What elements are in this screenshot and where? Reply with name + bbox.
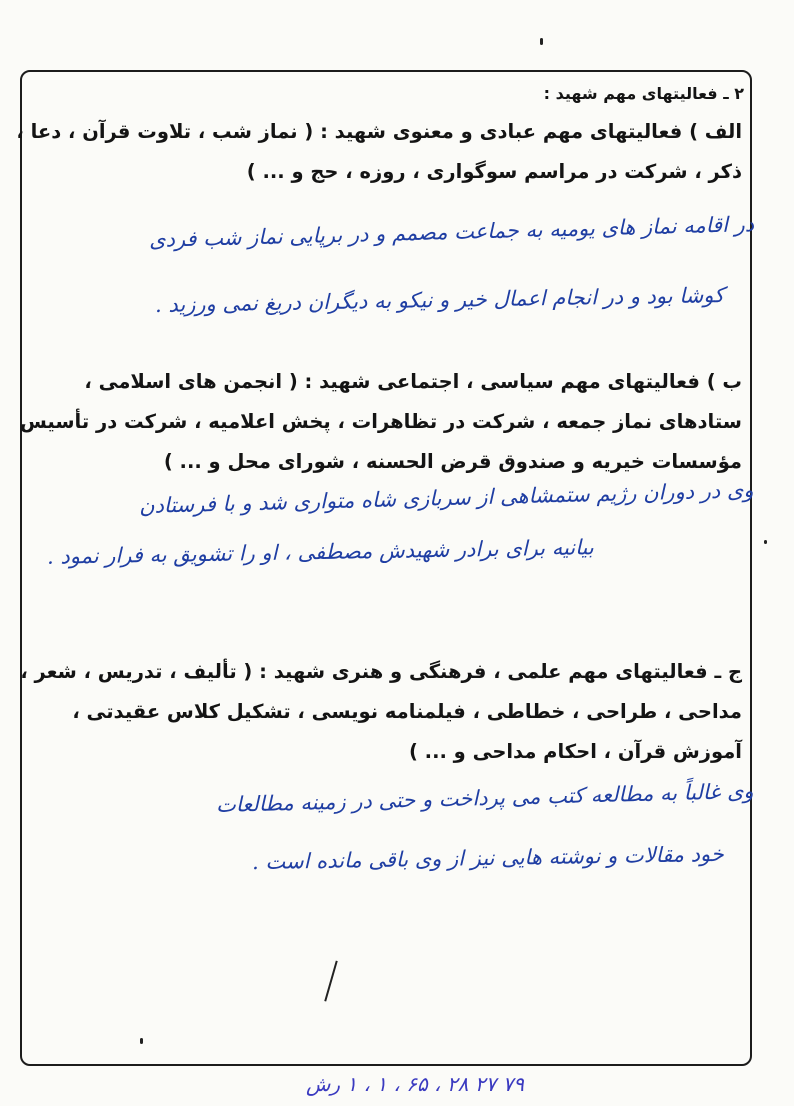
bleed-through-text [44, 12, 724, 44]
stray-dot [540, 38, 543, 45]
part-c-line-3: آموزش قرآن ، احکام مداحی و ... ) [408, 740, 742, 763]
part-c-answer-line-1: وی غالباً به مطالعه کتب می پرداخت و حتی در زمینه مطالعات [216, 778, 755, 818]
part-b-line-3: مؤسسات خیریه و صندوق قرض الحسنه ، شورای محل و ... ) [163, 450, 742, 473]
part-b-line-1: ب ) فعالیتهای مهم سیاسی ، اجتماعی شهید : ( انجمن های اسلامی ، [84, 370, 742, 393]
part-c-line-2: مداحی ، طراحی ، خطاطی ، فیلمنامه نویسی ، تشکیل کلاس عقیدتی ، [72, 700, 742, 723]
part-a-line-1: الف ) فعالیتهای مهم عبادی و معنوی شهید : ( نماز شب ، تلاوت قرآن ، دعا ، [16, 120, 742, 143]
part-b-answer-line-2: بیانیه برای برادر شهیدش مصطفی ، او را تشویق به فرار نمود . [47, 535, 595, 569]
section-title: ۲ ـ فعالیتهای مهم شهید : [543, 84, 744, 103]
stray-dot [764, 540, 767, 544]
part-a-answer-line-1: در اقامه نماز های یومیه به جماعت مصمم و در برپایی نماز شب فردی [148, 212, 755, 252]
part-c-answer-line-2: خود مقالات و نوشته هایی نیز از وی باقی مانده است . [251, 841, 725, 875]
part-a-line-2: ذکر ، شرکت در مراسم سوگواری ، روزه ، حج و ... ) [246, 160, 742, 183]
part-a-answer-line-2: کوشا بود و در انجام اعمال خیر و نیکو به دیگران دریغ نمی ورزید . [154, 283, 725, 317]
footer-handwritten-number: ۷۹ ۲۷ ۲۸ ، ۶۵ ، ۱ ، ۱ رش [305, 1072, 525, 1096]
stray-dot [140, 1038, 143, 1044]
part-b-line-2: ستادهای نماز جمعه ، شرکت در تظاهرات ، پخش اعلامیه ، شرکت در تأسیس [19, 410, 742, 433]
part-b-answer-line-1: وی در دوران رژیم ستمشاهی از سربازی شاه متواری شد و با فرستادن [139, 477, 755, 519]
part-c-line-1: ج ـ فعالیتهای مهم علمی ، فرهنگی و هنری شهید : ( تألیف ، تدریس ، شعر ، [20, 660, 742, 683]
